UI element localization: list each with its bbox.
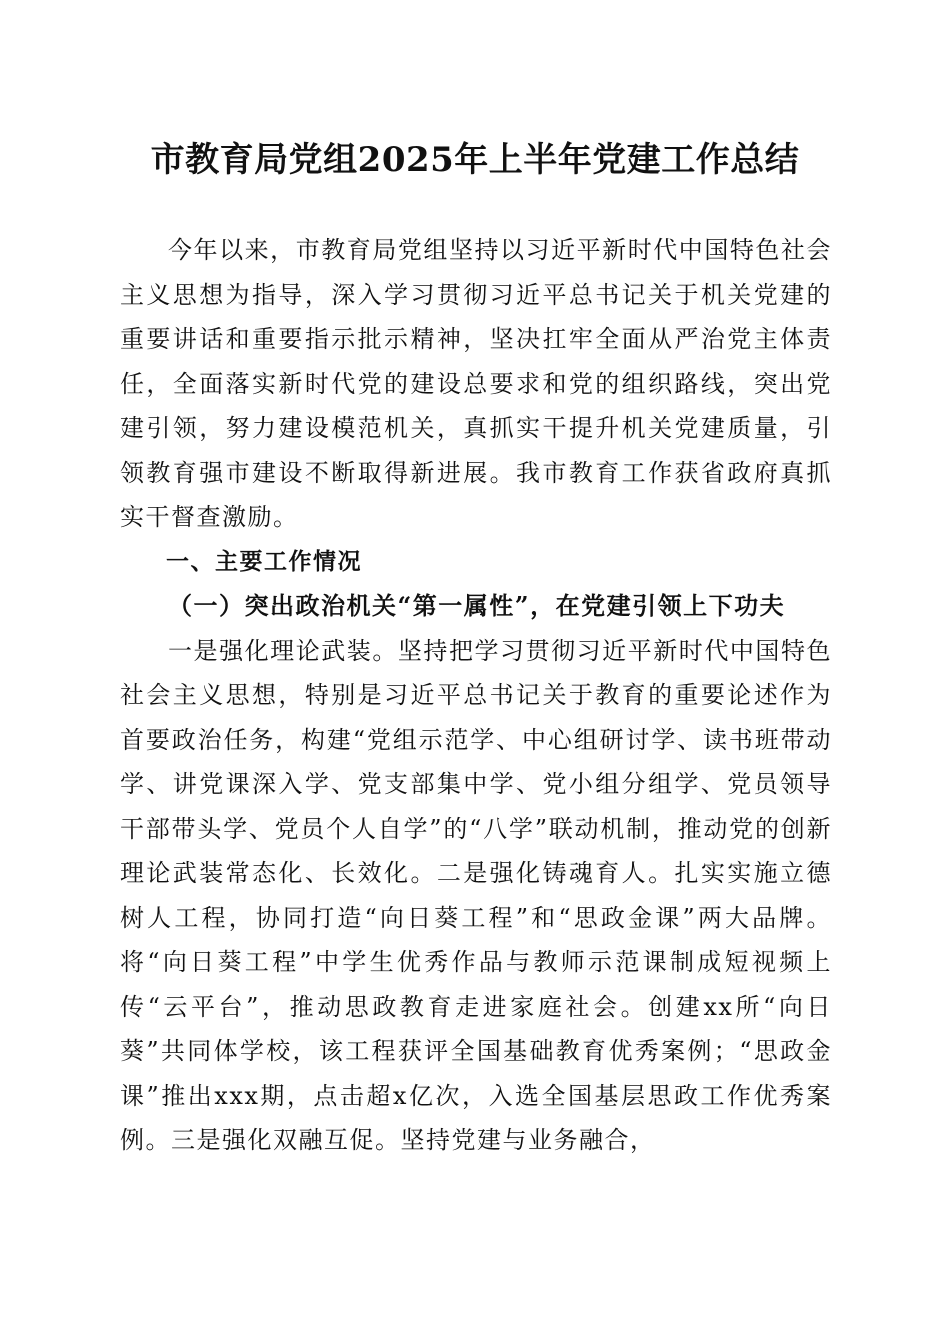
document-body [120,228,832,1163]
subsection-heading: （一）突出政治机关“第一属性”，在党建引领上下功夫 [168,591,786,620]
document-title: 市教育局党组2025年上半年党建工作总结 [150,140,800,180]
body-paragraph: 一是强化理论武装。坚持把学习贯彻习近平新时代中国特色社会主义思想，特别是习近平总书记关于教育的重要论述作为首要政治任务，构建“党组示范学、中心组研讨学、读书班带动学、讲党课深入学、党支部集中学、党小组分组学、党员领导干部带头学、党员个人自学”的“八学”联动机制，推动党的创新理论武装常态化、长效化。二是强化铸魂育人。扎实实施立德树人工程，协同打造“向日葵工程”和“思政金课”两大品牌。将“向日葵工程”中学生优秀作品与教师示范课制成短视频上传“云平台”，推动思政教育走进家庭社会。创建xx所“向日葵”共同体学校，该工程获评全国基础教育优秀案例；“思政金课”推出xxx期，点击超x亿次，入选全国基层思政工作优秀案例。三是强化双融互促。坚持党建与业务融合， [120,636,832,1154]
section-heading: 一、主要工作情况 [166,548,362,575]
intro-paragraph: 今年以来，市教育局党组坚持以习近平新时代中国特色社会主义思想为指导，深入学习贯彻习近平总书记关于机关党建的重要讲话和重要指示批示精神，坚决扛牢全面从严治党主体责任，全面落实新时代党的建设总要求和党的组织路线，突出党建引领，努力建设模范机关，真抓实干提升机关党建质量，引领教育强市建设不断取得新进展。我市教育工作获省政府真抓实干督查激励。 [120,236,832,531]
